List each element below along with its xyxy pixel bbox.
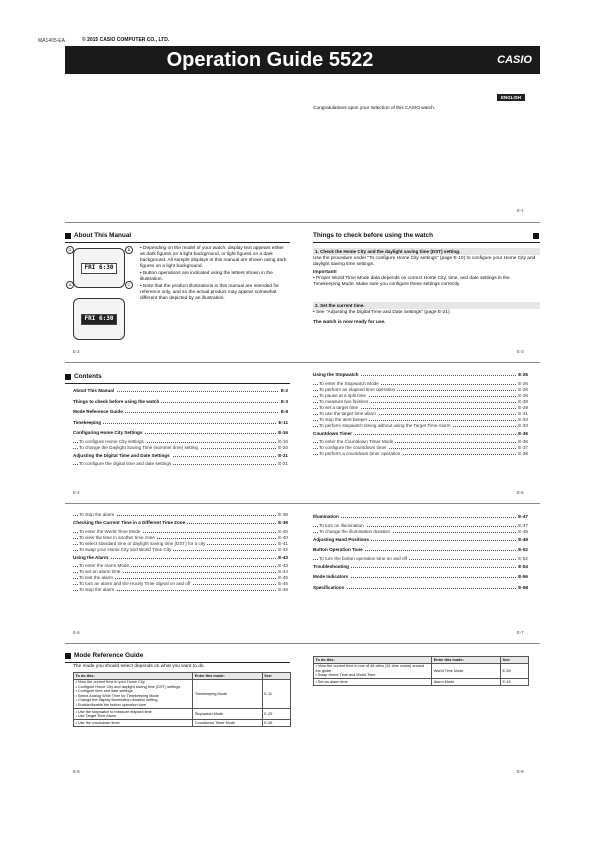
page-number: E-6 — [73, 630, 80, 635]
toc-entry-page: E-3 — [280, 398, 288, 404]
bullet-item: • Depending on the model of your watch, display text appears either as dark figures on a light background, or light figures on a dark background. All sample displays in this manual are shown using dark figures on a light background. — [140, 246, 287, 269]
task-text: Select Analog Wide Time for Timekeeping Mode — [77, 693, 159, 698]
page-ref-cell: E-36 — [262, 720, 290, 727]
toc-entry-page: E-52 — [518, 555, 528, 561]
task-text: Set an alarm time — [317, 679, 348, 684]
toc-entry-title: To change the illumination duration — [319, 528, 390, 534]
toc-entry-page: E-20 — [278, 444, 288, 450]
task-text: Enable/disable the button operation tone — [77, 703, 147, 708]
bullet-glyph: • — [75, 698, 78, 703]
task-item — [316, 680, 430, 685]
toc-entry-title: Illumination — [313, 514, 339, 519]
toc-entry-title: To enter the Alarm Mode — [79, 563, 130, 568]
toc-entry-page: E-43 — [278, 563, 288, 568]
task-item — [76, 703, 191, 708]
task-cell — [314, 679, 432, 686]
toc-entry-page: E-38 — [278, 512, 288, 517]
toc-entry-page: E-29 — [518, 404, 528, 410]
toc-entry-page: E-26 — [518, 386, 528, 392]
toc-subentry[interactable] — [313, 529, 528, 535]
toc-entry-page: E-45 — [278, 575, 288, 580]
toc-entry-page: E-52 — [518, 547, 528, 552]
document-code: MA1405-EA — [38, 38, 65, 44]
page-ref-cell: E-39 — [501, 663, 529, 679]
toc-entry-title: To use the target time alarm — [319, 410, 376, 416]
toc-entry-page: E-37 — [518, 445, 528, 450]
toc-entry-page: E-40 — [278, 534, 288, 540]
column-header: To do this: — [314, 657, 432, 664]
column-header: To do this: — [74, 673, 193, 680]
title-bar — [65, 46, 540, 74]
toc-entry-title: To perform an elapsed time operation — [319, 386, 396, 392]
toc-entry[interactable] — [73, 399, 288, 408]
bullet-item: • Button operations are indicated using the letters shown in the illustration. — [140, 271, 273, 282]
task-item — [316, 673, 430, 678]
toc-entry-title: Mode Reference Guide — [73, 409, 123, 414]
watch-illustration — [73, 298, 125, 340]
toc-entry[interactable] — [313, 564, 528, 573]
check-title: Things to check before using the watch — [313, 232, 434, 239]
toc-entry-page: E-54 — [518, 563, 528, 569]
task-cell — [74, 709, 193, 720]
toc-entry-title: To enter the World Time Mode — [79, 528, 141, 534]
step2-text: • See "Adjusting the Digital Time and Date Settings" (page E-21). — [313, 310, 451, 315]
page-title: Operation Guide 5522 — [166, 49, 374, 71]
step1-heading: 1. Check the Home City and the daylight saving time (DST) setting. — [313, 248, 540, 255]
task-cell — [314, 663, 432, 679]
toc-entry-title: To swap your Home City and World Time City — [79, 546, 172, 552]
toc-entry-title: To stop the alert beeper — [319, 416, 368, 422]
toc-entry-page: E-31 — [518, 410, 528, 416]
toc-entry-title: To set an alarm time — [79, 569, 121, 574]
section-marker — [65, 374, 71, 380]
toc-entry-page: E-8 — [280, 409, 288, 414]
page-number: E-1 — [517, 208, 524, 213]
toc-entry-title: To view the time in another time zone — [79, 534, 155, 540]
contents-title: Contents — [74, 373, 102, 380]
toc-left — [73, 512, 288, 593]
table-header-row — [314, 657, 529, 664]
about-bullets — [140, 246, 290, 302]
toc-entry-page: E-33 — [518, 422, 528, 428]
section-marker — [65, 233, 71, 239]
bullet-glyph: • — [315, 673, 318, 678]
toc-entry-title: To stop the alarm — [79, 512, 115, 517]
table-row — [314, 663, 529, 679]
toc-entry-title: Things to check before using the watch — [73, 398, 160, 404]
bullet-glyph: • — [75, 680, 78, 685]
toc-entry-page: E-58 — [518, 584, 528, 590]
toc-entry[interactable] — [313, 585, 528, 594]
column-header: See: — [262, 673, 290, 680]
task-text: Use the countdown timer — [77, 720, 120, 725]
page-number: E-9 — [517, 769, 524, 774]
divider — [65, 643, 540, 644]
toc-entry-title: Troubleshooting — [313, 563, 349, 569]
toc-entry-page: E-40 — [278, 528, 288, 534]
toc-right — [313, 512, 528, 593]
toc-entry-title: To enter the Countdown Timer Mode — [319, 439, 394, 444]
toc-entry-page: E-38 — [518, 451, 528, 456]
toc-entry-title: Adjusting Hand Positions — [313, 536, 369, 542]
toc-subentry[interactable] — [313, 556, 528, 562]
table-row — [74, 720, 291, 727]
column-header: Enter this mode: — [432, 657, 501, 664]
toc-subentry[interactable] — [73, 547, 288, 553]
toc-subentry[interactable] — [73, 445, 288, 451]
page-ref-cell: E-25 — [262, 709, 290, 720]
toc-entry-page: E-46 — [278, 581, 288, 586]
leader-dots — [73, 423, 288, 424]
mode-cell: Stopwatch Mode — [193, 709, 262, 720]
task-text: Swap Home Time and World Time — [317, 673, 376, 678]
toc-entry-page: E-49 — [518, 536, 528, 542]
toc-entry-title: To test the alarm — [79, 575, 113, 580]
watch-display-inverted: FRI 6:30 — [81, 314, 117, 325]
toc-entry-title: Button Operation Tone — [313, 547, 363, 552]
toc-entry-title: To enter the Stopwatch Mode — [319, 380, 379, 386]
section-rule — [65, 383, 290, 384]
toc-entry-page: E-36 — [518, 430, 528, 436]
toc-entry-page: E-11 — [278, 419, 288, 425]
task-text: Use Target Time Alarm — [77, 714, 117, 719]
toc-entry-title: To pause at a split time — [319, 392, 366, 398]
toc-entry-page: E-21 — [278, 452, 288, 458]
toc-entry-title: To configure Home City settings — [79, 438, 144, 444]
task-text: Configure time and date settings — [77, 689, 133, 694]
toc-entry-page: E-21 — [278, 461, 288, 466]
task-item — [76, 721, 191, 726]
toc-entry-title: Adjusting the Digital Time and Date Settings — [73, 452, 170, 458]
toc-entry-page: E-42 — [278, 546, 288, 552]
toc-entry-title: To turn on illumination — [319, 522, 364, 528]
toc-entry-title: To perform a countdown timer operation — [319, 451, 401, 456]
toc-entry-title: Configuring Home City Settings — [73, 430, 143, 435]
button-d-label: C — [125, 281, 133, 289]
toc-entry-page: E-2 — [280, 388, 288, 393]
section-marker — [65, 653, 71, 659]
toc-entry-page: E-28 — [518, 392, 528, 398]
toc-entry[interactable] — [73, 420, 288, 429]
mode-cell: World Time Mode — [432, 663, 501, 679]
page-number: E-7 — [517, 630, 524, 635]
toc-entry-title: To turn the button operation tone on and off — [319, 555, 408, 561]
toc-entry-page: E-16 — [278, 438, 288, 444]
divider — [65, 362, 540, 363]
bullet-glyph: • — [75, 689, 78, 694]
toc-entry-page: E-41 — [278, 540, 288, 546]
divider — [65, 503, 540, 504]
toc-entry-title: To set a target time — [319, 404, 359, 410]
ready-text: The watch is now ready for use. — [313, 320, 386, 325]
toc-entry-page: E-44 — [278, 569, 288, 574]
button-a-label: D — [66, 246, 74, 254]
copyright: © 2015 CASIO COMPUTER CO., LTD. — [82, 37, 170, 43]
toc-entry[interactable] — [313, 537, 528, 546]
table-row — [314, 679, 529, 686]
task-text: View the current time in your Home City — [77, 680, 145, 685]
toc-entry-title: Specifications — [313, 584, 345, 590]
toc-entry-title: To stop the alarm — [79, 587, 115, 592]
task-item — [316, 664, 430, 673]
about-title: About This Manual — [74, 232, 132, 239]
toc-entry-title: To configure the digital time and date settings — [79, 461, 172, 466]
toc-entry[interactable] — [73, 409, 288, 418]
table-row — [74, 709, 291, 720]
bullet-glyph: • — [75, 709, 78, 714]
mode-cell: Timekeeping Mode — [193, 679, 262, 709]
toc-right — [313, 370, 528, 457]
task-cell — [74, 679, 193, 709]
page-number: E-8 — [73, 769, 80, 774]
task-text: Configure Home City and daylight saving time (DST) settings — [77, 684, 181, 689]
toc-entry-title: To turn an alarm and the Hourly Time Signal on and off — [79, 581, 191, 586]
bullet-glyph: • — [75, 714, 78, 719]
page-number: E-4 — [73, 490, 80, 495]
column-header: See: — [501, 657, 529, 664]
page-number: E-3 — [517, 349, 524, 354]
table-row — [74, 679, 291, 709]
important-label: Important! — [313, 270, 337, 275]
toc-entry-title: To perform stopwatch timing without using the Target Time Alarm — [319, 422, 451, 428]
page-ref-cell: E-11 — [262, 679, 290, 709]
toc-entry-page: E-47 — [518, 522, 528, 528]
bullet-glyph: • — [75, 684, 78, 689]
toc-entry-page: E-36 — [518, 439, 528, 444]
toc-subentry[interactable] — [73, 512, 288, 518]
toc-entry-page: E-16 — [278, 430, 288, 435]
section-rule — [65, 662, 290, 663]
mode-reference-table-cont — [313, 656, 529, 686]
button-c-label: A — [66, 281, 74, 289]
divider — [65, 222, 540, 223]
toc-subentry[interactable] — [73, 587, 288, 593]
page-number: E-2 — [73, 349, 80, 354]
mode-reference-table — [73, 672, 291, 727]
toc-entry[interactable] — [73, 555, 288, 564]
toc-entry[interactable] — [73, 453, 288, 462]
toc-left — [73, 386, 288, 467]
toc-subentry[interactable] — [313, 423, 528, 429]
page-number: E-5 — [517, 490, 524, 495]
language-badge: ENGLISH — [497, 94, 525, 101]
toc-entry[interactable] — [313, 574, 528, 583]
column-header: Enter this mode: — [193, 673, 262, 680]
toc-entry-page: E-47 — [518, 514, 528, 519]
toc-entry[interactable] — [313, 547, 528, 556]
toc-entry-page: E-46 — [278, 587, 288, 592]
mode-cell: Countdown Timer Mode — [193, 720, 262, 727]
toc-subentry[interactable] — [313, 451, 528, 457]
section-rule — [313, 242, 540, 243]
toc-entry[interactable] — [313, 514, 528, 523]
toc-entry-page: E-26 — [518, 380, 528, 386]
task-text: Change the display illumination duration setting — [77, 698, 158, 703]
congratulations-text: Congratulations upon your selection of this CASIO watch. — [313, 106, 436, 111]
watch-display: FRI 6:30 — [81, 263, 117, 274]
section-rule — [65, 242, 290, 243]
toc-entry-title: To change the Daylight Saving Time (summer time) setting — [79, 444, 198, 450]
bullet-glyph: • — [75, 703, 78, 708]
bullet-glyph: • — [315, 664, 318, 669]
toc-entry-title: Mode Indicators — [313, 574, 349, 579]
toc-entry-title: Using the Stopwatch — [313, 372, 359, 377]
step2-heading: 2. Set the current time. — [313, 302, 540, 309]
page-ref-cell: E-43 — [501, 679, 529, 686]
step1-text: Use the procedure under "To configure Home City settings" (page E-10) to configure your Home City and daylight saving time settings. — [313, 256, 536, 267]
mode-cell: Alarm Mode — [432, 679, 501, 686]
toc-entry-page: E-43 — [278, 554, 288, 560]
bullet-item: • Note that the product illustrations in this manual are intended for reference only, and so the actual product may appear somewhat different than depicted by an illustration. — [140, 284, 280, 301]
toc-entry[interactable] — [73, 520, 288, 529]
toc-entry[interactable] — [313, 431, 528, 440]
bullet-glyph: • — [75, 720, 78, 725]
toc-entry-page: E-48 — [518, 528, 528, 534]
toc-entry-title: About This Manual — [73, 388, 115, 393]
toc-entry[interactable] — [73, 388, 288, 397]
toc-entry-page: E-56 — [518, 574, 528, 579]
table-header-row — [74, 673, 291, 680]
watch-illustration — [73, 248, 125, 288]
toc-entry-page: E-39 — [278, 520, 288, 525]
task-text: Use the stopwatch to measure elapsed time — [77, 709, 152, 714]
toc-entry-page: E-28 — [518, 398, 528, 404]
toc-entry-page: E-25 — [518, 372, 528, 377]
toc-entry-title: Using the Alarm — [73, 554, 109, 560]
toc-entry[interactable] — [73, 430, 288, 439]
section-marker — [533, 233, 539, 239]
leader-dots — [313, 517, 528, 518]
toc-entry-title: Checking the Current Time in a Different Time Zone — [73, 520, 186, 525]
toc-entry-title: To configure the countdown timer — [319, 445, 387, 450]
task-cell — [74, 720, 193, 727]
toc-entry-title: To measure two finishes — [319, 398, 369, 404]
mode-ref-title: Mode Reference Guide — [74, 652, 144, 659]
toc-entry[interactable] — [313, 372, 528, 381]
bullet-glyph: • — [75, 693, 78, 698]
toc-subentry[interactable] — [73, 461, 288, 467]
brand-logo: CASIO — [497, 54, 532, 66]
toc-entry-title: Countdown Timer — [313, 430, 352, 436]
toc-entry-page: E-33 — [518, 416, 528, 422]
toc-entry-title: Timekeeping — [73, 419, 101, 425]
mode-ref-intro: The mode you should select depends on what you want to do. — [73, 664, 205, 669]
button-b-label: B — [125, 246, 133, 254]
toc-entry-title: To select standard time or daylight saving time (DST) for a city — [79, 540, 206, 546]
task-text: View the current time in one of 48 cities (31 time zones) around the globe — [315, 664, 425, 673]
bullet-glyph: • — [315, 679, 318, 684]
task-item — [76, 714, 191, 719]
important-text: • Proper World Time Mode data depends on correct Home City, time, and date settings in the Timekeeping Mode. Make sure you configure these settings correctly. — [313, 276, 510, 287]
